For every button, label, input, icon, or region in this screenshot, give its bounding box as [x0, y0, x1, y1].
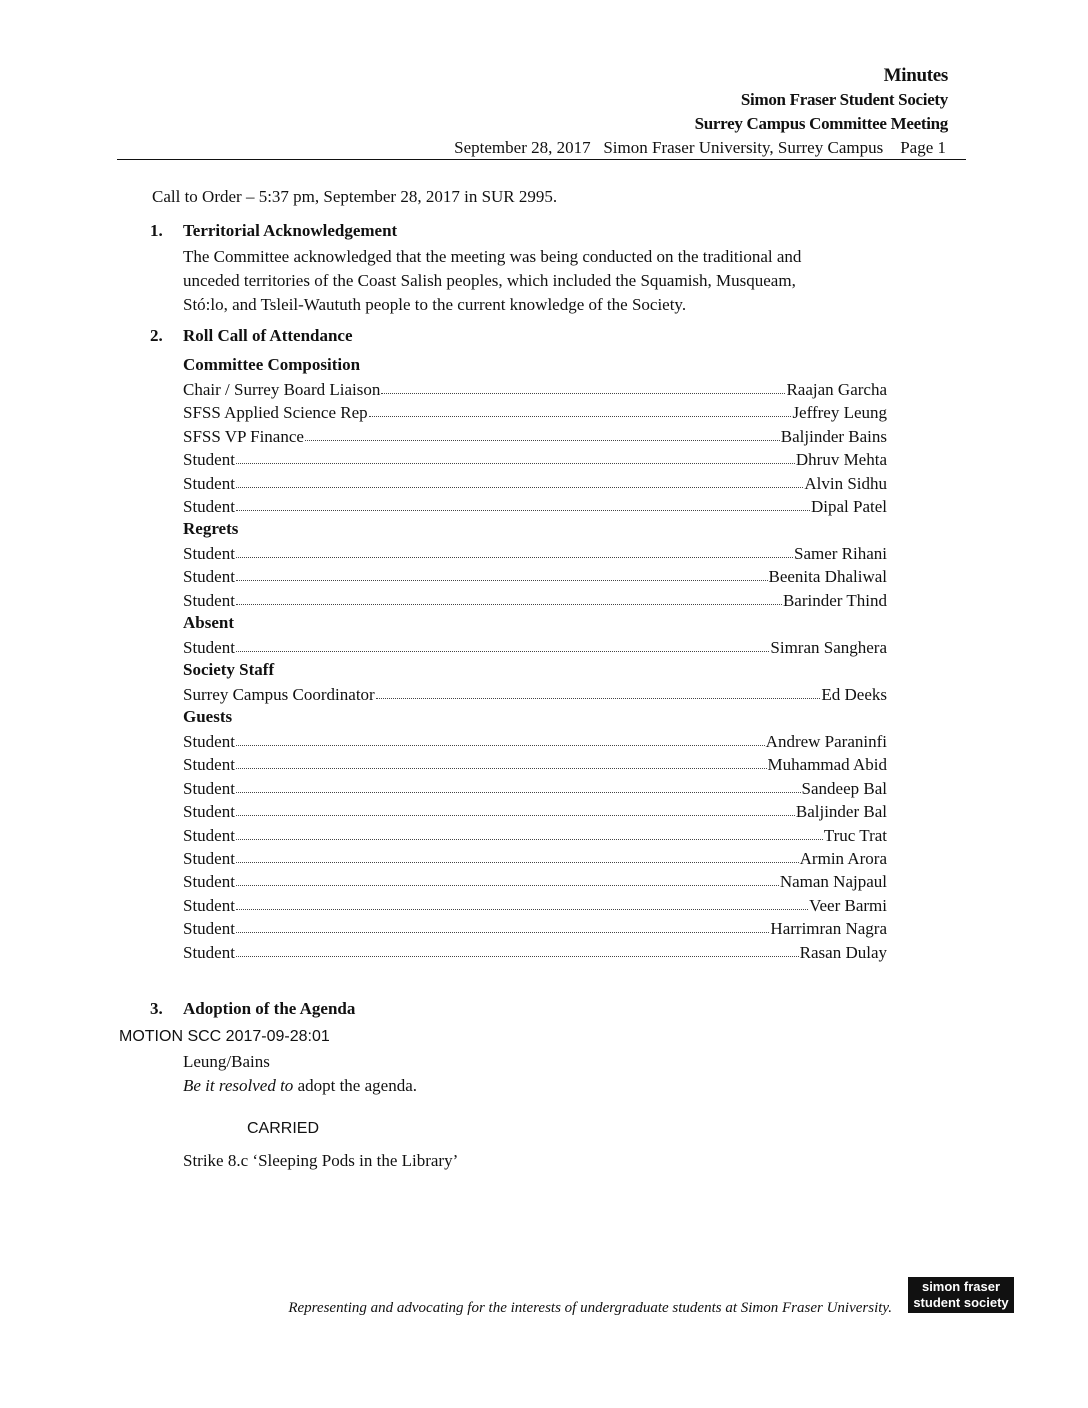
attendance-row — [183, 401, 887, 425]
attendance-row — [183, 777, 887, 801]
logo-line-2: student society — [913, 1295, 1009, 1310]
regrets-heading: Regrets — [183, 519, 239, 538]
dot-leader — [305, 425, 780, 441]
attendee-name: Baljinder Bains — [780, 427, 887, 446]
attendee-role: Student — [183, 872, 235, 891]
dot-leader — [381, 378, 785, 394]
dot-leader — [236, 870, 779, 886]
attendee-name: Sandeep Bal — [801, 779, 887, 798]
attendee-role: Student — [183, 450, 235, 469]
dot-leader — [236, 824, 823, 840]
motion-id: MOTION SCC 2017-09-28:01 — [119, 1028, 330, 1045]
attendee-role: Student — [183, 544, 235, 563]
dot-leader — [236, 800, 795, 816]
attendee-role: Chair / Surrey Board Liaison — [183, 380, 381, 399]
attendee-role: Student — [183, 896, 235, 915]
absent-heading: Absent — [183, 613, 235, 632]
attendee-role: Student — [183, 826, 235, 845]
attendee-role: Student — [183, 591, 235, 610]
dot-leader — [236, 589, 782, 605]
document-title: Minutes — [883, 65, 948, 86]
dot-leader — [376, 683, 821, 699]
section-1-line-3: Stó:lo, and Tsleil-Waututh people to the current knowledge of the Society. — [183, 295, 687, 314]
sfss-logo — [908, 1277, 1014, 1313]
attendance-row — [183, 495, 887, 519]
logo-line-1: simon fraser — [921, 1279, 1001, 1294]
dot-leader — [369, 401, 792, 417]
meeting-name: Surrey Campus Committee Meeting — [694, 114, 948, 133]
section-2-number: 2. — [150, 326, 163, 345]
attendance-row — [183, 683, 887, 707]
section-1-title: Territorial Acknowledgement — [183, 221, 398, 240]
dot-leader — [236, 753, 767, 769]
attendance-row — [183, 800, 887, 824]
section-1-line-2: unceded territories of the Coast Salish peoples, which included the Squamish, Musqueam, — [183, 271, 796, 290]
staff-heading: Society Staff — [183, 660, 275, 679]
attendee-name: Muhammad Abid — [767, 755, 887, 774]
attendance-row — [183, 870, 887, 894]
organization-name: Simon Fraser Student Society — [740, 90, 948, 109]
dot-leader — [236, 730, 765, 746]
attendee-name: Ed Deeks — [821, 685, 887, 704]
attendee-name: Jeffrey Leung — [792, 403, 887, 422]
attendance-row — [183, 847, 887, 871]
attendee-name: Veer Barmi — [809, 896, 887, 915]
attendee-name: Raajan Garcha — [786, 380, 887, 399]
attendee-role: Student — [183, 943, 235, 962]
attendee-role: Student — [183, 732, 235, 751]
dot-leader — [236, 917, 769, 933]
attendee-name: Truc Trat — [823, 826, 887, 845]
attendance-row — [183, 730, 887, 754]
motion-resolution — [183, 1076, 417, 1096]
attendee-name: Andrew Paraninfi — [765, 732, 887, 751]
dot-leader — [236, 894, 808, 910]
attendance-row — [183, 425, 887, 449]
dot-leader — [236, 565, 768, 581]
meeting-meta: September 28, 2017 Simon Fraser University, Surrey Campus Page 1 — [454, 138, 946, 157]
attendee-role: Student — [183, 497, 235, 516]
attendee-name: Simran Sanghera — [770, 638, 887, 657]
resolution-text: adopt the agenda. — [293, 1076, 417, 1095]
motion-note: Strike 8.c ‘Sleeping Pods in the Library’ — [183, 1151, 459, 1170]
attendee-role: Student — [183, 802, 235, 821]
resolution-lead: Be it resolved to — [183, 1076, 294, 1095]
motion-movers: Leung/Bains — [183, 1052, 270, 1071]
motion-result: CARRIED — [247, 1120, 320, 1137]
attendee-role: SFSS VP Finance — [183, 427, 304, 446]
attendee-name: Beenita Dhaliwal — [768, 567, 887, 586]
attendance-row — [183, 917, 887, 941]
attendee-name: Rasan Dulay — [799, 943, 887, 962]
attendee-role: Surrey Campus Coordinator — [183, 685, 375, 704]
attendance-row — [183, 448, 887, 472]
attendee-name: Samer Rihani — [793, 544, 887, 563]
attendance-row — [183, 636, 887, 660]
attendee-name: Alvin Sidhu — [804, 474, 887, 493]
attendance-row — [183, 894, 887, 918]
attendance-row — [183, 824, 887, 848]
attendee-role: Student — [183, 849, 235, 868]
dot-leader — [236, 636, 769, 652]
dot-leader — [236, 542, 793, 558]
dot-leader — [236, 472, 803, 488]
attendee-role: Student — [183, 474, 235, 493]
section-1-number: 1. — [150, 221, 163, 240]
dot-leader — [236, 448, 795, 464]
attendee-role: Student — [183, 919, 235, 938]
section-3-title: Adoption of the Agenda — [183, 999, 356, 1018]
section-2-title: Roll Call of Attendance — [183, 326, 353, 345]
attendee-name: Armin Arora — [799, 849, 887, 868]
attendee-name: Harrimran Nagra — [770, 919, 887, 938]
attendee-name: Dipal Patel — [810, 497, 887, 516]
attendee-role: Student — [183, 779, 235, 798]
footer-tagline: Representing and advocating for the interests of undergraduate students at Simon Fraser University. — [288, 1300, 892, 1316]
call-to-order: Call to Order – 5:37 pm, September 28, 2017 in SUR 2995. — [152, 187, 558, 206]
attendee-name: Barinder Thind — [782, 591, 887, 610]
attendee-name: Dhruv Mehta — [795, 450, 887, 469]
dot-leader — [236, 777, 801, 793]
attendee-role: Student — [183, 638, 235, 657]
attendee-role: Student — [183, 755, 235, 774]
dot-leader — [236, 495, 810, 511]
guests-heading: Guests — [183, 707, 233, 726]
attendee-role: SFSS Applied Science Rep — [183, 403, 368, 422]
section-1-line-1: The Committee acknowledged that the meeting was being conducted on the traditional and — [183, 247, 802, 266]
attendance-row — [183, 753, 887, 777]
attendance-row — [183, 565, 887, 589]
attendee-role: Student — [183, 567, 235, 586]
composition-heading: Committee Composition — [183, 355, 361, 374]
attendance-row — [183, 472, 887, 496]
attendance-row — [183, 378, 887, 402]
attendee-name: Baljinder Bal — [795, 802, 887, 821]
dot-leader — [236, 941, 799, 957]
attendance-row — [183, 542, 887, 566]
attendee-name: Naman Najpaul — [779, 872, 887, 891]
header-divider — [117, 159, 966, 160]
section-3-number: 3. — [150, 999, 163, 1018]
attendance-row — [183, 589, 887, 613]
attendance-row — [183, 941, 887, 965]
document-header — [695, 64, 948, 136]
dot-leader — [236, 847, 799, 863]
